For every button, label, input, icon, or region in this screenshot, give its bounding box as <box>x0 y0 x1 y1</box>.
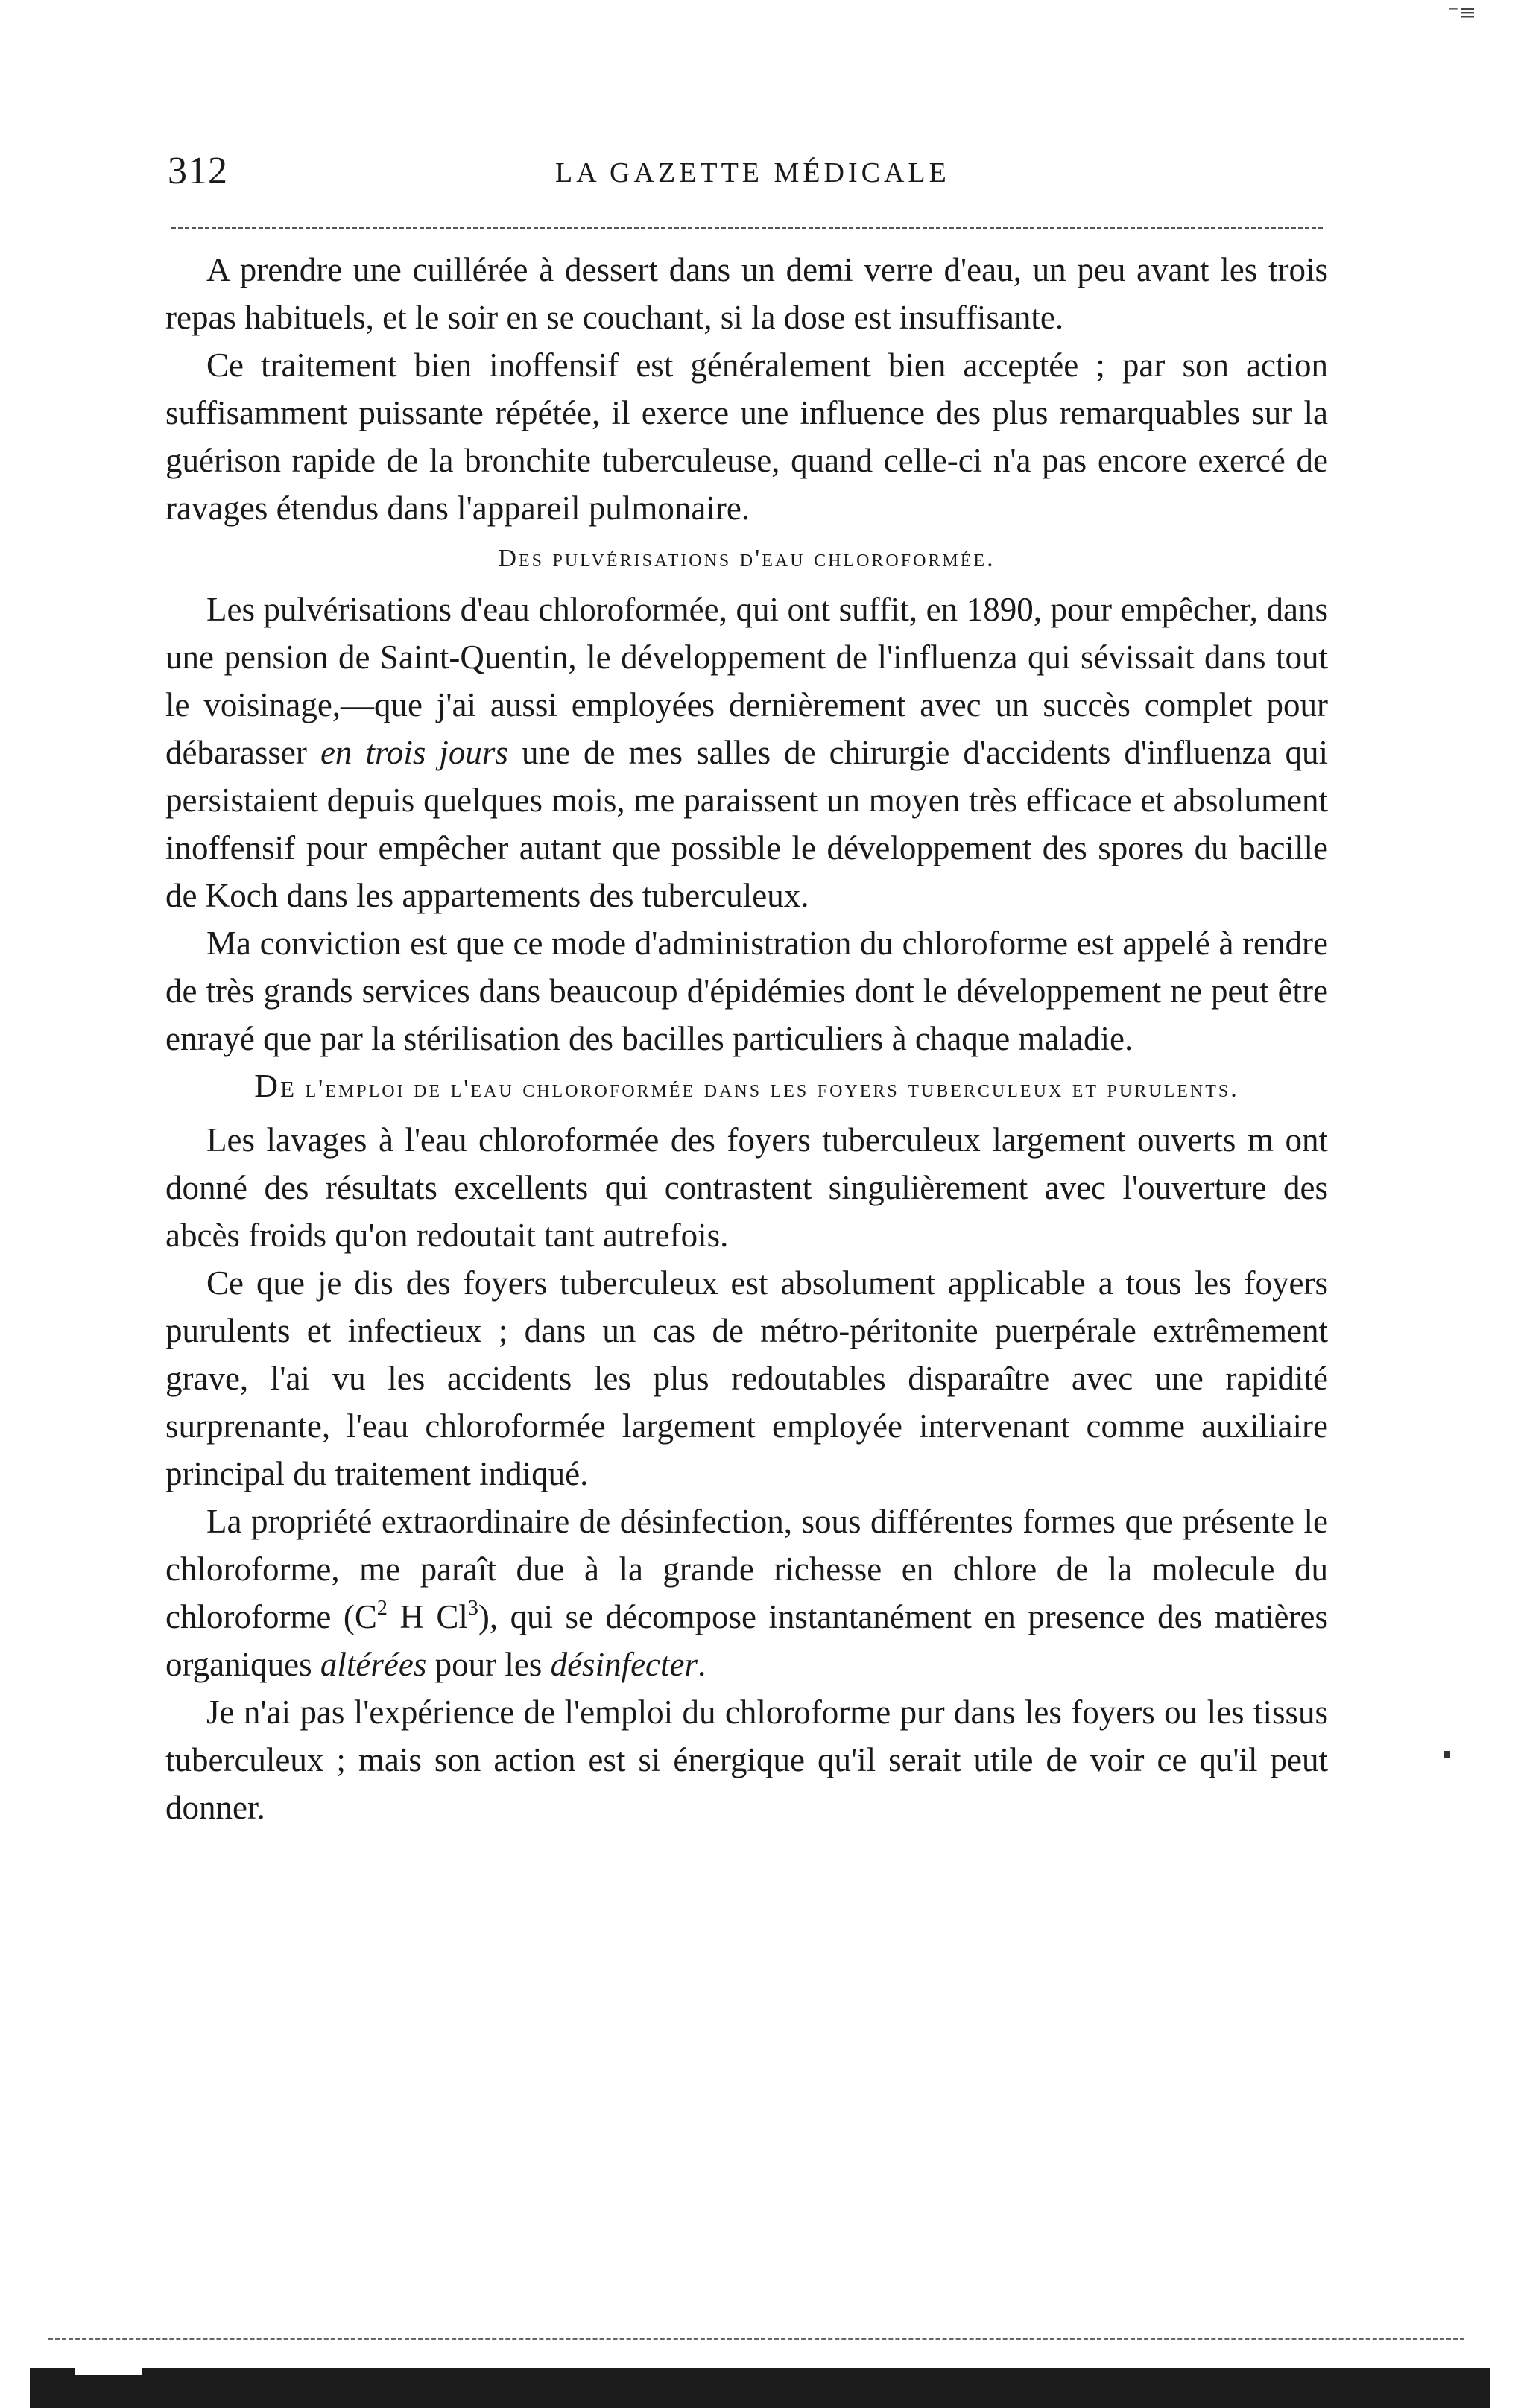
paragraph <box>165 586 1328 919</box>
superscript: 2 <box>376 1597 388 1620</box>
paragraph: Je n'ai pas l'expérience de l'emploi du chloroforme pur dans les foyers ou les tissus tuberculeux ; mais son action est si énergique qu'il serait utile de voir ce qu'il peut donner. <box>165 1693 1328 1826</box>
superscript: 3 <box>467 1597 478 1620</box>
page-header <box>168 149 1330 194</box>
paragraph-text: H Cl <box>387 1598 468 1635</box>
paragraph: Ce que je dis des foyers tuberculeux est absolument applicable a tous les foyers purulents et infectieux ; dans un cas de métro-péritonite puerpérale extrêmement grave, l'ai vu les accidents les plus redoutables disparaître avec une rapidité surprenante, l'eau chloroformée largement employée intervenant comme auxiliaire principal du traitement indiqué. <box>165 1264 1328 1492</box>
header-divider <box>171 227 1323 229</box>
heading-first-word: De <box>254 1068 297 1104</box>
paragraph <box>165 1498 1328 1688</box>
paragraph-text: La propriété extraordinaire de désinfection, sous différentes formes que présente le chloroforme, me paraît due à la grande richesse en chlore de la molecule du chloroforme (C <box>165 1503 1328 1635</box>
page-number: 312 <box>168 150 228 192</box>
section-heading <box>165 1070 1328 1106</box>
corner-mark: ⁻≡ <box>1447 0 1476 25</box>
margin-mark <box>1444 1751 1450 1758</box>
paragraph: Ce traitement bien inoffensif est généralement bien acceptée ; par son action suffisamment puissante répétée, il exerce une influence des plus remarquables sur la guérison rapide de la bronchite tuberculeuse, quand celle-ci n'a pas encore exercé de ravages étendus dans l'appareil pulmonaire. <box>165 346 1328 527</box>
paragraph-text: une de mes salles de chirurgie d'accidents d'influenza qui persistaient depuis quelques mois, me paraissent un moyen très efficace et absolument inoffensif pour empêcher autant que possible le développement des spores du bacille de Koch dans les appartements des tuberculeux. <box>165 734 1329 914</box>
emphasis-text: désinfecter <box>550 1646 698 1683</box>
paragraph-text: Les pulvérisations d'eau chloroformée, qui ont suffit, en 1890, pour empêcher, dans une pension de Saint-Quentin, le développement de l'influenza qui sévissait dans tout le voisinage,—que j'ai aussi employées dernièrement avec un succès complet pour débarasser <box>165 591 1328 771</box>
paragraph-text: pour les <box>426 1646 551 1683</box>
paragraph-text: ), qui se décompose instantanément en presence des matières organiques <box>165 1598 1328 1683</box>
footer-divider <box>48 2338 1464 2340</box>
paragraph: Les lavages à l'eau chloroformée des foyers tuberculeux largement ouverts m ont donné des résultats excellents qui contrastent singulièrement avec l'ouverture des abcès froids qu'on redoutait tant autrefois. <box>165 1121 1328 1254</box>
paragraph: A prendre une cuillérée à dessert dans un demi verre d'eau, un peu avant les trois repas habituels, et le soir en se couchant, si la dose est insuffisante. <box>165 251 1328 336</box>
body-text <box>165 246 1328 1831</box>
emphasis-text: en trois jours <box>320 734 508 771</box>
paragraph: Ma conviction est que ce mode d'administration du chloroforme est appelé à rendre de très grands services dans beaucoup d'épidémies dont le développement ne peut être enrayé que par la stérilisation des bacilles particuliers à chaque maladie. <box>165 925 1328 1057</box>
scan-edge-band <box>30 2368 1490 2408</box>
heading-text: l'emploi de l'eau chloroformée dans les foyers tuberculeux et purulents. <box>305 1075 1239 1103</box>
running-title: LA GAZETTE MÉDICALE <box>555 157 950 188</box>
section-heading: Des pulvérisations d'eau chloroformée. <box>498 545 996 572</box>
paragraph-text: . <box>698 1646 706 1683</box>
emphasis-text: altérées <box>320 1646 427 1683</box>
